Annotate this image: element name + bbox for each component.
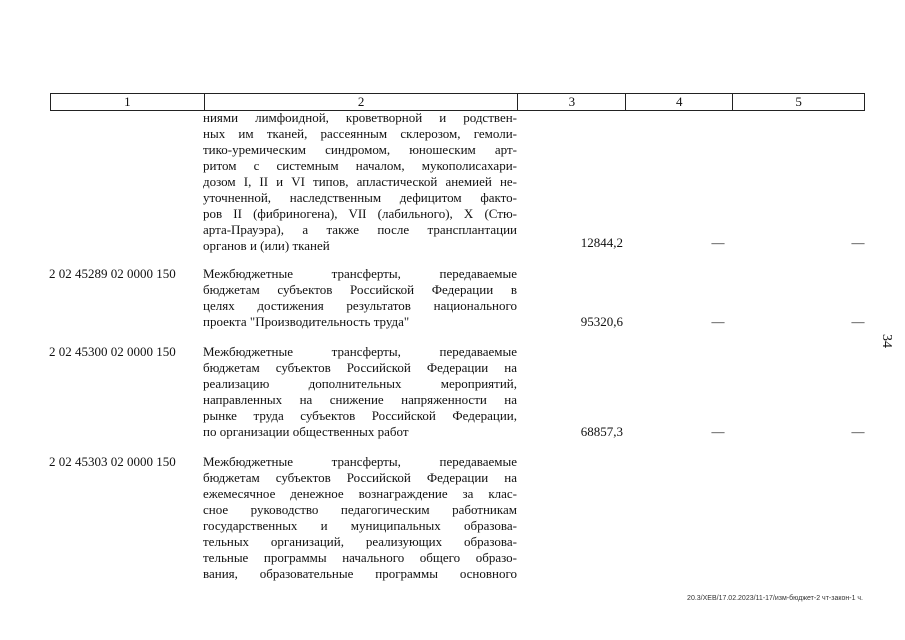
text-line: ежемесячное денежное вознаграждение за клас- [203, 486, 517, 501]
text-line: тельные программы начального общего образо- [203, 550, 517, 565]
text-line: бюджетам субъектов Российской Федерации на [203, 470, 517, 485]
header-col-4: 4 [625, 93, 733, 111]
text-line: уточненной, наследственным дефицитом факто- [203, 190, 517, 205]
text-line: бюджетам субъектов Российской Федерации в [203, 282, 517, 297]
text-line: направленных на снижение напряженности на [203, 392, 517, 407]
row-description [203, 266, 517, 330]
text-line: рынке труда субъектов Российской Федерации, [203, 408, 517, 423]
text-line: сное руководство педагогическим работникам [203, 502, 517, 517]
text-line: ных им тканей, рассеянным склерозом, гемоли- [203, 126, 517, 141]
text-line: ров II (фибриногена), VII (лабильного), X (Стю- [203, 206, 517, 221]
text-line: по организации общественных работ [203, 424, 409, 439]
row-code: 2 02 45303 02 0000 150 [49, 454, 176, 469]
row-code: 2 02 45289 02 0000 150 [49, 266, 176, 281]
page-number: 34 [879, 334, 894, 348]
table-header [50, 93, 865, 111]
row-col5: — [851, 424, 865, 439]
continuation-description [203, 110, 517, 254]
text-line: вания, образовательные программы основного [203, 566, 517, 581]
text-line: Межбюджетные трансферты, передаваемые [203, 454, 517, 469]
text-line: реализацию дополнительных мероприятий, [203, 376, 517, 391]
row-col4: — [711, 424, 725, 439]
text-line: тико-уремическим синдромом, юношеским арт- [203, 142, 517, 157]
text-line: проекта "Производительность труда" [203, 314, 410, 329]
header-col-2: 2 [204, 93, 519, 111]
text-line: Межбюджетные трансферты, передаваемые [203, 344, 517, 359]
row-amount: 68857,3 [580, 424, 623, 439]
row-col5: — [851, 314, 865, 329]
text-line: арта-Прауэра), а также после трансплантации [203, 222, 517, 237]
text-line: ритом с системным началом, мукополисахари- [203, 158, 517, 173]
text-line: целях достижения результатов национального [203, 298, 517, 313]
header-col-3: 3 [517, 93, 626, 111]
continuation-amount: 12844,2 [580, 235, 623, 250]
row-col4: — [711, 314, 725, 329]
text-line: ниями лимфоидной, кроветворной и родствен- [203, 110, 517, 125]
continuation-col5: — [851, 235, 865, 250]
text-line: дозом I, II и VI типов, апластической анемией не- [203, 174, 517, 189]
header-col-1: 1 [50, 93, 205, 111]
text-line: бюджетам субъектов Российской Федерации на [203, 360, 517, 375]
header-col-5: 5 [732, 93, 865, 111]
row-amount: 95320,6 [580, 314, 623, 329]
row-description [203, 454, 517, 582]
row-code: 2 02 45300 02 0000 150 [49, 344, 176, 359]
footer-file-reference: 20.3/ХЕВ/17.02.2023/11-17/изм-бюджет-2 чт-закон-1 ч. [687, 595, 863, 602]
text-line: органов и (или) тканей [203, 238, 330, 253]
text-line: тельных организаций, реализующих образова- [203, 534, 517, 549]
text-line: государственных и муниципальных образова- [203, 518, 517, 533]
text-line: Межбюджетные трансферты, передаваемые [203, 266, 517, 281]
row-description [203, 344, 517, 440]
continuation-col4: — [711, 235, 725, 250]
